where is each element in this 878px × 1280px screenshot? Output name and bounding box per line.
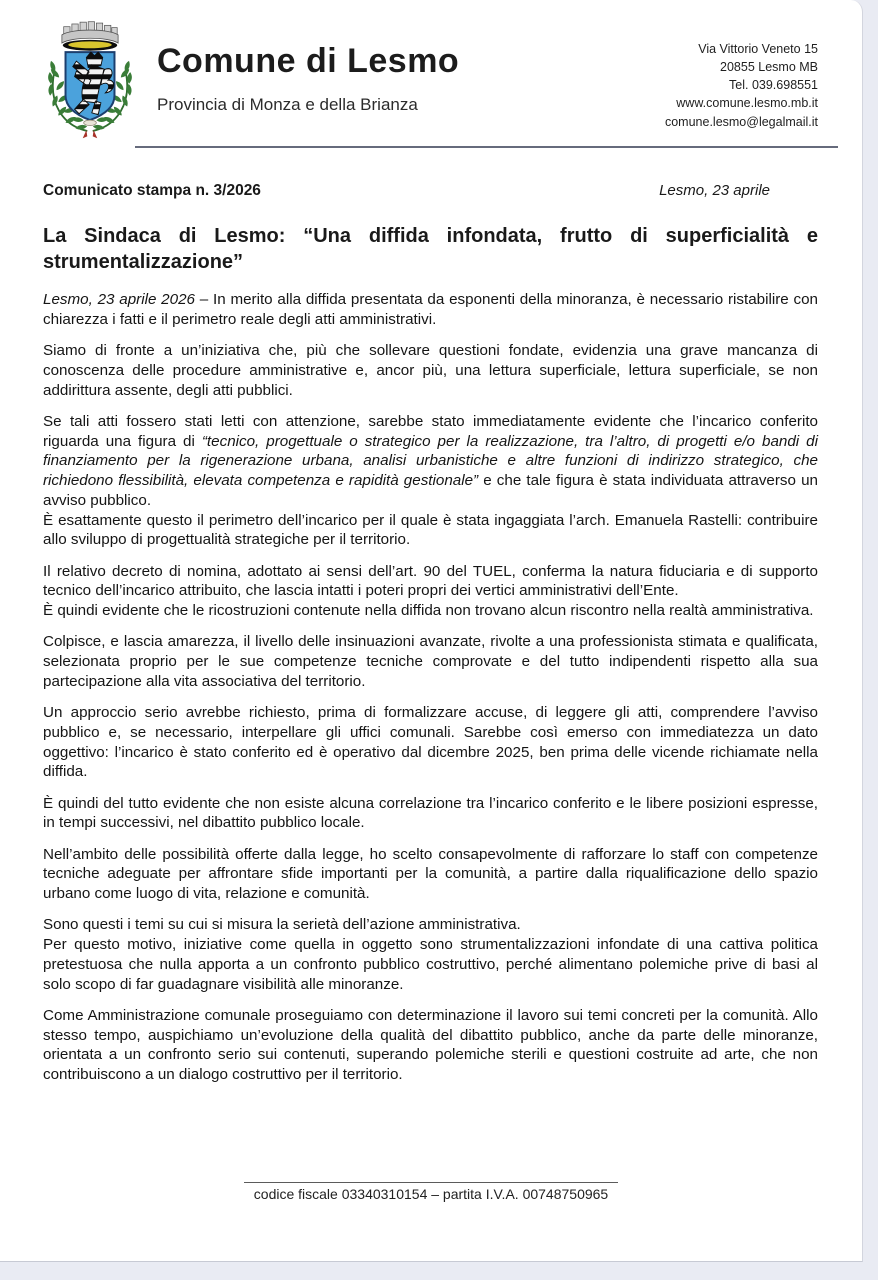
city-line: 20855 Lesmo MB [720,60,818,75]
paragraph: Il relativo decreto di nomina, adottato ai sensi dell’art. 90 del TUEL, conferma la natura fiduciaria e di supporto tecnico dell’incarico attribuito, che lascia intatti i poteri propri dei vertici amministrativi dell’Ente. È quindi evidente che le ricostruzioni contenute nella diffida non trovano alcun riscontro nella realtà amministrativa. [43,562,818,619]
paragraph: Siamo di fronte a un’iniziativa che, più che sollevare questioni fondate, evidenzia una grave mancanza di conoscenza delle procedure amministrative e, ancor più, una lettura superficiale, lettura superficiale, se non addirittura assente, degli atti pubblici. [43,342,818,399]
meta-row [43,182,818,200]
fiscal-info: codice fiscale 03340310154 – partita I.V.A. 00748750965 [244,1182,618,1202]
municipality-name: Comune di Lesmo [157,42,460,80]
mural-crown-icon [62,22,118,51]
dateline: Lesmo, 23 aprile [659,182,770,199]
paragraph: Nell’ambito delle possibilità offerte dalla legge, ho scelto consapevolmente di rafforzare lo staff con competenze tecniche adeguate per affrontare sfide importanti per la comunità, a partire dalla riqualificazione dello spazio urbano come luogo di vita, relazione e comunità. [43,845,818,902]
contact-info [665,40,818,131]
letterhead [35,14,818,150]
paragraph: È quindi del tutto evidente che non esiste alcuna correlazione tra l’incarico conferito e le libere posizioni espresse, in tempi successivi, nel dibattito pubblico locale. [43,794,818,832]
headline: La Sindaca di Lesmo: “Una diffida infondata, frutto di superficialità e strumentalizzazione” [43,225,818,273]
website-line: www.comune.lesmo.mb.it [676,96,818,111]
paragraph: Un approccio serio avrebbe richiesto, prima di formalizzare accuse, di leggere gli atti, comprendere l’avviso pubblico e, se necessario, interpellare gli uffici comunali. Sarebbe così emerso con immediatezza un dato oggettivo: l’incarico è stato conferito ed è operativo dal dicembre 2025, ben prima delle vicende richiamate nella diffida. [43,704,818,781]
page-footer [0,1182,862,1204]
paragraph: Colpisce, e lascia amarezza, il livello delle insinuazioni avanzate, rivolte a una professionista stimata e qualificata, selezionata proprio per le sue competenze tecniche comprovate e del tutto indipendenti rispetto alla sua partecipazione alla vita associativa del territorio. [43,633,818,690]
document-body [43,290,818,1085]
org-block [145,14,665,115]
paragraph: Se tali atti fossero stati letti con attenzione, sarebbe stato immediatamente evidente che l’incarico conferito riguarda una figura di “tecnico, progettuale o strategico per la realizzazione, tra l’altro, di progetti e/o bandi di finanziamento per la rigenerazione urbana, analisi urbanistiche e altre funzioni di indirizzo strategico, che richiedono flessibilità, elevata competenza e rapidità gestionale” e che tale figura è stata individuata attraverso un avviso pubblico. È esattamente questo il perimetro dell’incarico per il quale è stata ingaggiata l’arch. Emanuela Rastelli: contribuire allo sviluppo di progettualità strategiche per il territorio. [43,412,818,549]
coat-of-arms-icon [35,14,145,150]
phone-line: Tel. 039.698551 [729,78,818,93]
email-line: comune.lesmo@legalmail.it [664,114,818,129]
shield-icon [66,50,117,125]
paragraph: Come Amministrazione comunale proseguiamo con determinazione il lavoro sui temi concreti per la comunità. Allo stesso tempo, auspichiamo un’evoluzione della qualità del dibattito pubblico, anche da parte delle minoranze, orientata a un confronto serio sui contenuti, superando polemiche sterili e questioni costruite ad arte, che non contribuiscono a un dialogo costruttivo per il territorio. [43,1006,818,1083]
press-release-number: Comunicato stampa n. 3/2026 [43,182,261,199]
province-name: Provincia di Monza e della Brianza [157,95,418,114]
address-line: Via Vittorio Veneto 15 [698,42,818,56]
paragraph: Lesmo, 23 aprile 2026 – In merito alla diffida presentata da esponenti della minoranza, è necessario ristabilire con chiarezza i fatti e il perimetro reale degli atti amministrativi. [43,291,819,328]
paragraph: Sono questi i temi su cui si misura la serietà dell’azione amministrativa. Per questo motivo, iniziative come quella in oggetto sono strumentalizzazioni infondate di una cattiva politica pretestuosa che nulla apporta a un confronto pubblico costruttivo, perché alimentano polemiche prive di basi al solo scopo di far guadagnare visibilità alle minoranze. [43,916,818,993]
letterhead-divider [135,146,838,148]
